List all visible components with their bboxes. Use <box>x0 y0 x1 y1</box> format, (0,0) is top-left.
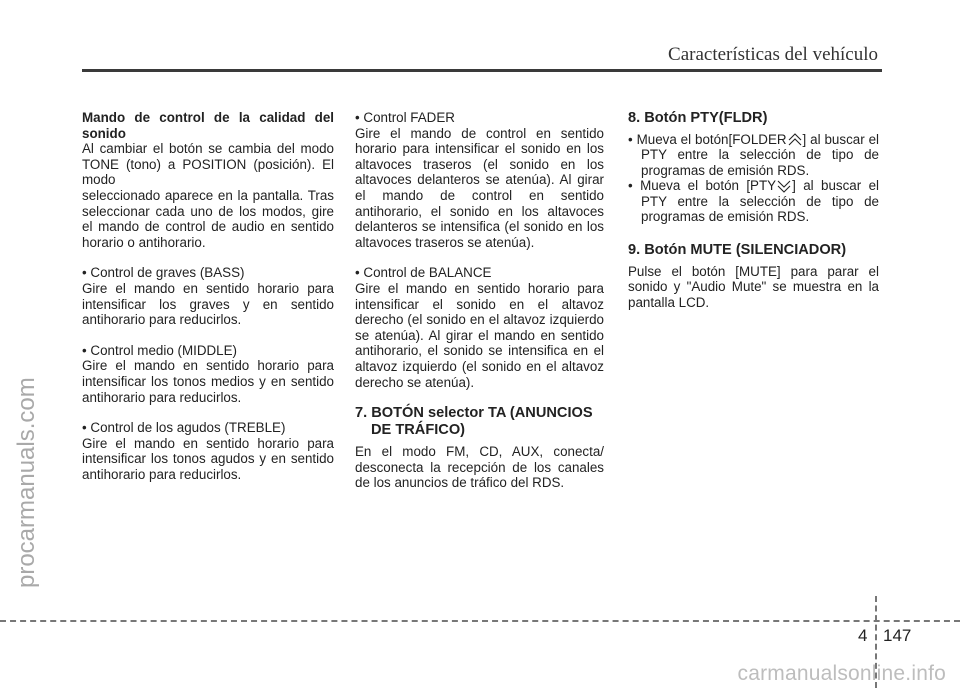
side-watermark-text: procarmanuals.com <box>13 377 40 588</box>
treble-text: Gire el mando en sentido horario para intensificar los tonos agudos y en sentido antihorario para reducirlos. <box>82 435 334 482</box>
chevron-double-down-icon <box>776 179 792 193</box>
column-3 <box>628 110 879 310</box>
footer-rule <box>0 620 960 622</box>
footer-watermark: carmanualsonline.info <box>737 662 946 685</box>
balance-label: • Control de BALANCE <box>355 265 492 281</box>
mute-heading: 9. Botón MUTE (SILENCIADOR) <box>628 242 847 259</box>
page-number: 147 <box>883 626 912 645</box>
pty-heading: 8. Botón PTY(FLDR) <box>628 110 768 126</box>
paragraph: Al cambiar el botón se cambia del modo TONE (tono) a POSITION (posición). El modo <box>82 141 334 188</box>
side-watermark <box>4 118 44 588</box>
fader-text: Gire el mando de control en sentido horario para intensificar el sonido en los altavoces traseros (el sonido en los altavoces delanteros se atenúa). Al girar el mando de control en sentido antihorario, el sonido en los altavoces delanteros se intensifica (el sonido en los altavoces traseros se atenúa). <box>355 125 604 250</box>
pty-bullet-1: • Mueva el botón[FOLDER ] al buscar el PTY entre la selección de tipo de programas de emisión RDS. <box>628 131 879 178</box>
ta-heading: 7. BOTÓN selector TA (ANUNCIOS DE TRÁFICO) <box>355 405 593 438</box>
pty-bullet-2-pre: Mueva el botón [PTY <box>640 178 777 194</box>
pty-bullet-1-post: ] al buscar el PTY entre la selección de tipo de programas de emisión RDS. <box>641 131 879 178</box>
ta-text: En el modo FM, CD, AUX, conecta/ desconecta la recepción de los canales de los anuncios de tráfico del RDS. <box>355 444 604 491</box>
bass-text: Gire el mando en sentido horario para intensificar los graves y en sentido antihorario para reducirlos. <box>82 280 334 328</box>
middle-label: • Control medio (MIDDLE) <box>82 342 237 358</box>
header-rule <box>82 69 882 72</box>
pty-bullet-1-pre: Mueva el botón[FOLDER <box>636 131 787 147</box>
chapter-number: 4 <box>858 626 868 645</box>
middle-text: Gire el mando en sentido horario para intensificar los tonos medios y en sentido antihorario para reducirlos. <box>82 358 334 405</box>
bass-label: • Control de graves (BASS) <box>82 265 245 281</box>
treble-label: • Control de los agudos (TREBLE) <box>82 420 286 436</box>
paragraph: seleccionado aparece en la pantalla. Tras seleccionar cada uno de los modos, gire el mando de control de audio en sentido horario o antihorario. <box>82 187 334 250</box>
column-1 <box>82 110 334 482</box>
mute-text: Pulse el botón [MUTE] para parar el sonido y "Audio Mute" se muestra en la pantalla LCD. <box>628 263 879 310</box>
chevron-double-up-icon <box>787 133 803 147</box>
section-heading-sound-quality: Mando de control de la calidad del sonido <box>82 110 334 141</box>
pty-bullet-2: • Mueva el botón [PTY ] al buscar el PTY entre la selección de tipo de programas de emisión RDS. <box>628 178 880 225</box>
pty-bullet-2-post: ] al buscar el PTY entre la selección de tipo de programas de emisión RDS. <box>641 178 880 225</box>
column-2 <box>355 110 604 491</box>
fader-label: • Control FADER <box>355 110 455 125</box>
balance-text: Gire el mando en sentido horario para intensificar el sonido en el altavoz derecho (el sonido en el altavoz izquierdo se atenúa). Al girar el mando en sentido antihorario, el sonido se intensifica en el altavoz izquierdo (el sonido en el altavoz derecho se atenúa). <box>355 280 604 390</box>
section-title: Características del vehículo <box>668 44 878 65</box>
